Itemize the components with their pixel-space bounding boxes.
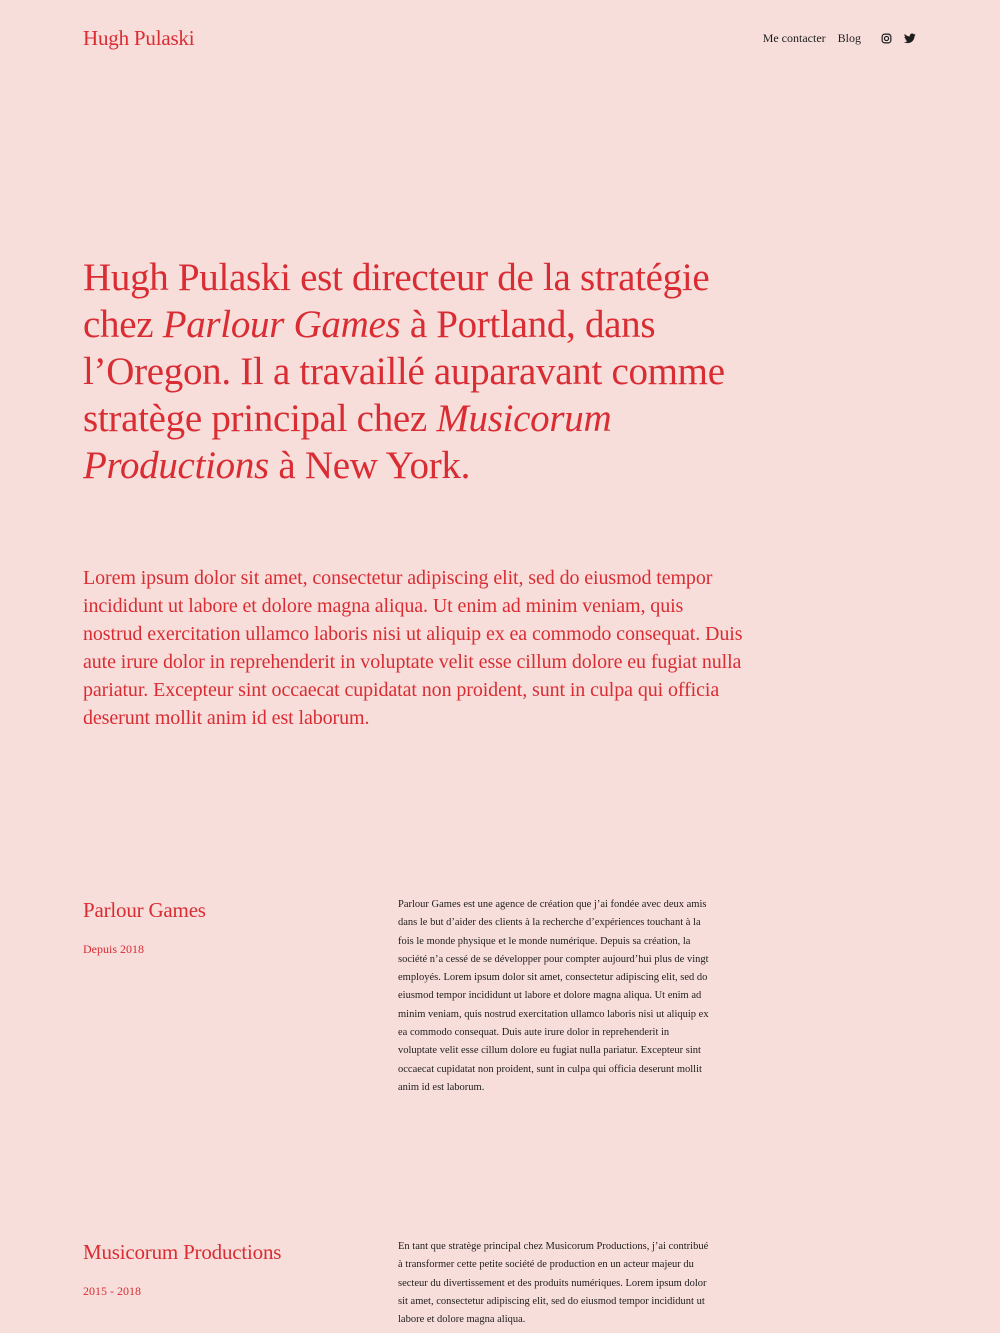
job-dates: 2015 - 2018 [83, 1284, 141, 1298]
main-nav [763, 31, 916, 46]
hero-company-parlour-games: Parlour Games [162, 303, 401, 346]
job-description: En tant que stratège principal chez Musicorum Productions, j’ai contribué à transformer cette petite société de production en un acteur majeur du secteur du divertissement et des produits numériques. Lorem ipsum dolor sit amet, consectetur adipiscing elit, sed do eiusmod tempor incididunt ut labore et dolore magna aliqua. [398, 1241, 709, 1326]
job-title: Parlour Games [83, 898, 206, 922]
twitter-icon[interactable] [904, 33, 916, 44]
instagram-icon[interactable] [881, 33, 892, 44]
hero-text-part2: à Portland, dans l’Oregon. Il a travaillé auparavant comme stratège principal chez [83, 303, 725, 440]
hero-statement [83, 254, 733, 489]
job-description: Parlour Games est une agence de création que j’ai fondée avec deux amis dans le but d’aider des clients à la recherche d’expériences touchant à la fois le monde physique et le monde numérique. Depuis sa création, la société n’a cessé de se développer pour compter aujourd’hui plus de vingt employés. Lorem ipsum dolor sit amet, consectetur adipiscing elit, sed do eiusmod tempor incididunt ut labore et dolore magna aliqua. Ut enim ad minim veniam, quis nostrud exercitation ullamco laboris nisi ut aliquip ex ea commodo consequat. Duis aute irure dolor in reprehenderit in voluptate velit esse cillum dolore eu fugiat nulla pariatur. Excepteur sint occaecat cupidatat non proident, sunt in culpa qui officia deserunt mollit anim id est laborum. [398, 899, 709, 1093]
nav-contact-link[interactable]: Me contacter [762, 30, 826, 45]
hero-text-part1: Hugh Pulaski est directeur de la stratégie chez [83, 256, 710, 346]
site-header [83, 22, 916, 54]
job-title: Musicorum Productions [83, 1240, 282, 1264]
job-dates: Depuis 2018 [83, 942, 144, 956]
intro-paragraph: Lorem ipsum dolor sit amet, consectetur adipiscing elit, sed do eiusmod tempor incididunt ut labore et dolore magna aliqua. Ut enim ad minim veniam, quis nostrud exercitation ullamco laboris nisi ut aliquip ex ea commodo consequat. Duis aute irure dolor in reprehenderit in voluptate velit esse cillum dolore eu fugiat nulla pariatur. Excepteur sint occaecat cupidatat non proident, sunt in culpa qui officia deserunt mollit anim id est laborum. [83, 567, 743, 729]
hero-company-musicorum: Musicorum Productions [83, 397, 612, 487]
nav-blog-link[interactable]: Blog [837, 30, 861, 45]
social-links [881, 33, 916, 44]
site-title-link[interactable]: Hugh Pulaski [83, 25, 195, 50]
hero-text-part3: à New York. [268, 444, 471, 487]
